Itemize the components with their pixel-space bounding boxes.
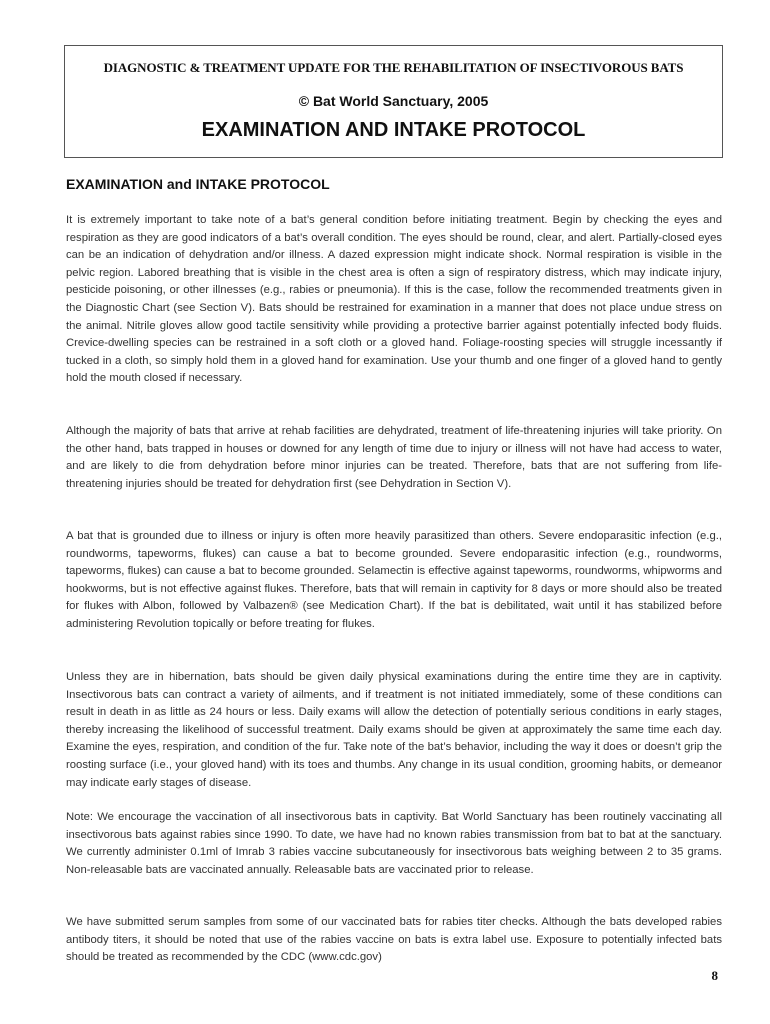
section-heading: EXAMINATION and INTAKE PROTOCOL — [66, 176, 330, 192]
paragraph-daily-exams: Unless they are in hibernation, bats should be given daily physical examinations during the entire time they are in captivity. Insectivorous bats can contract a variety of ailments, and if treatment is not initiated immediately, some of these conditions can result in death in as little as 24 hours or less. Daily exams will allow the detection of potentially serious conditions in early stages, thereby increasing the likelihood of successful treatment. Daily exams should be given at approximately the same time each day. Examine the eyes, respiration, and condition of the fur. Take note of the bat’s behavior, including the way it does or doesn’t grip the roosting surface (i.e., your gloved hand) with its toes and thumbs. Any change in its usual condition, grooming habits, or demeanor may indicate early stages of disease. — [66, 671, 722, 789]
page-number: 8 — [711, 968, 718, 983]
paragraph-titer-checks: We have submitted serum samples from some of our vaccinated bats for rabies titer checks. Although the bats developed rabies antibody titers, it should be noted that use of the rabies vaccine on bats is extra label use. Exposure to potentially infected bats should be treated as recommended by the CDC (www.cdc.gov) — [66, 916, 722, 964]
series-title: DIAGNOSTIC & TREATMENT UPDATE FOR THE REHABILITATION OF INSECTIVOROUS BATS — [103, 60, 684, 75]
paragraph-vaccination-note: Note: We encourage the vaccination of all insectivorous bats in captivity. Bat World Sanctuary has been routinely vaccinating all insectivorous bats against rabies since 1990. To date, we have had no known rabies transmission from bat to bat at the sanctuary. We currently administer 0.1ml of Imrab 3 rabies vaccine subcutaneously for insectivorous bats weighing between 2 to 35 grams. Non-releasable bats are vaccinated annually. Releasable bats are vaccinated prior to release. — [66, 811, 722, 876]
title-box — [64, 45, 723, 158]
paragraph-parasites: A bat that is grounded due to illness or injury is often more heavily parasitized than others. Severe endoparasitic infection (e.g., roundworms, tapeworms, flukes) can cause a bat to become grounded. Severe endoparasitic infection (e.g., roundworms, tapeworms, flukes) can cause a bat to become grounded. Selamectin is effective against tapeworms, roundworms, whipworms and hookworms, but is not effective against flukes. Therefore, bats that will remain in captivity for 8 days or more should also be treated for flukes with Albon, followed by Valbazen® (see Medication Chart). If the bat is debilitated, wait until it has stabilized before administering Revolution topically or before treating for flukes. — [66, 530, 722, 630]
paragraph-dehydration: Although the majority of bats that arrive at rehab facilities are dehydrated, treatment of life-threatening injuries will take priority. On the other hand, bats trapped in houses or downed for any length of time due to injury or illness will not have had access to water, and are likely to die from dehydration before minor injuries can be treated. Therefore, bats that are not suffering from life-threatening injuries should be treated for dehydration first (see Dehydration in Section V). — [66, 425, 722, 490]
copyright-line: © Bat World Sanctuary, 2005 — [298, 93, 489, 109]
paragraph-examination: It is extremely important to take note of a bat’s general condition before initiating treatment. Begin by checking the eyes and respiration as they are good indicators of a bat’s overall condition. The eyes should be round, clear, and alert. Partially-closed eyes can be an indication of dehydration and/or illness. A dazed expression might indicate shock. Normal respiration is visible in the pelvic region. Labored breathing that is visible in the chest area is often a sign of respiratory distress, which may indicate injury, pesticide poisoning, or other illnesses (e.g., rabies or pneumonia). If this is the case, follow the recommended treatments given in the Diagnostic Chart (see Section V). Bats should be restrained for examination in a manner that does not place undue stress on the animal. Nitrile gloves allow good tactile sensitivity while providing a protective barrier against potentially infected body fluids. Crevice-dwelling species can be restrained in a soft cloth or a gloved hand. Foliage-roosting species will struggle incessantly if tucked in a cloth, so simply hold them in a gloved hand for examination. Use your thumb and one finger of a gloved hand to gently hold the mouth closed if necessary. — [66, 214, 722, 385]
page-title: EXAMINATION AND INTAKE PROTOCOL — [201, 119, 586, 141]
